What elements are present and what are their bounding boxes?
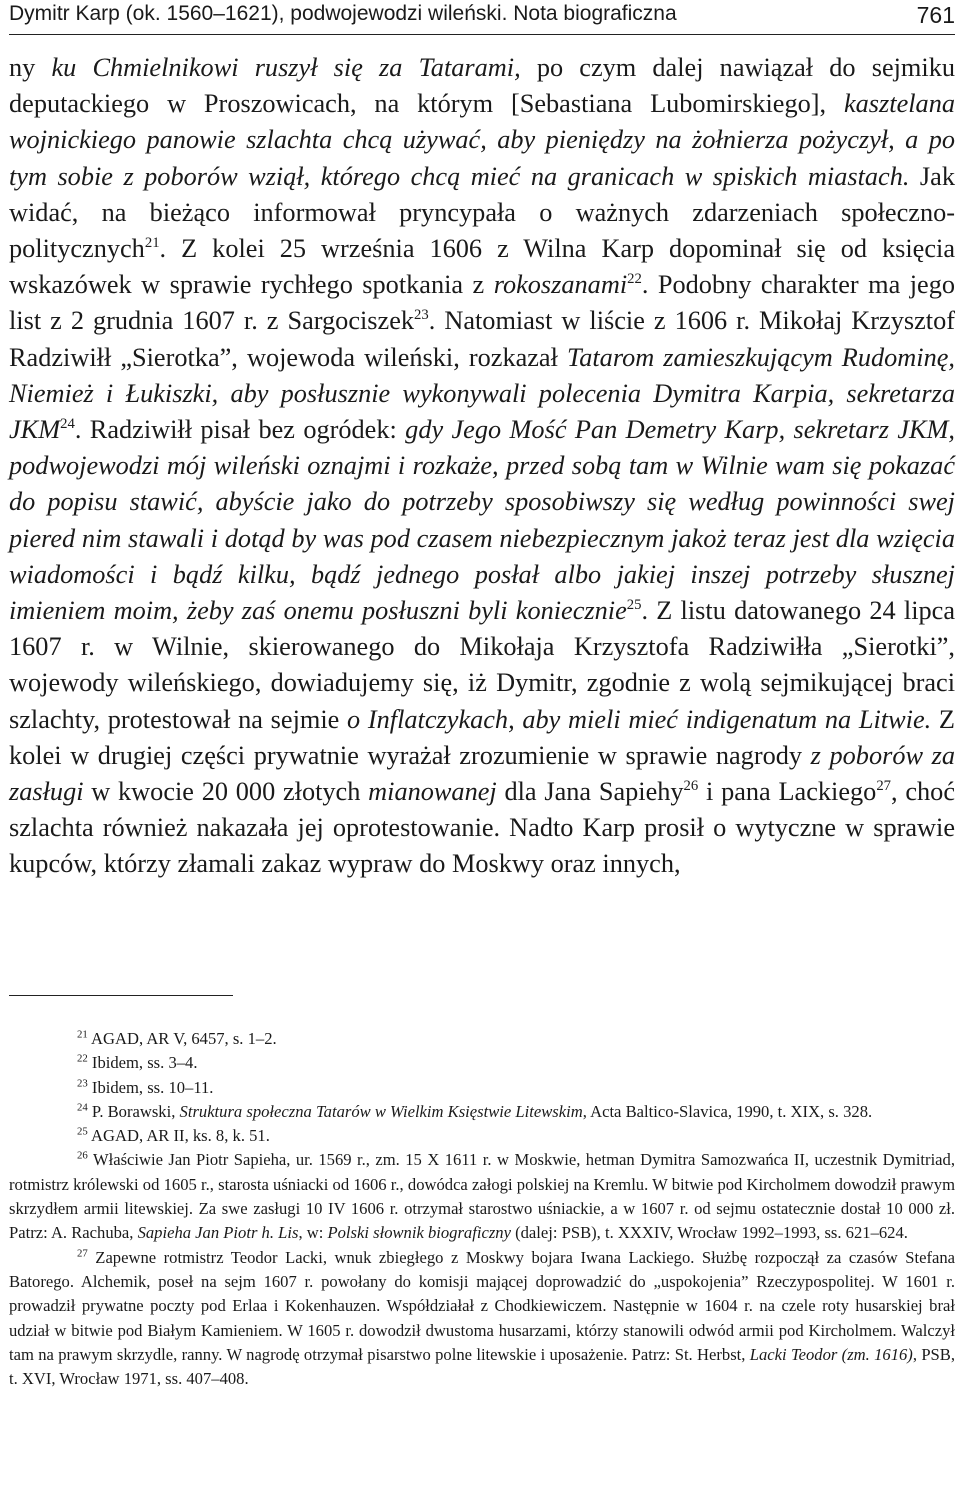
body-text-run: po czym dalej nawiązał do sejmiku deputackiego w Proszowicach, na którym [Sebastiana Lubomirskiego],: [9, 53, 955, 119]
footnote-text-run: Ibidem, ss. 10–11.: [87, 1077, 214, 1097]
footnote-footnote-ref: 22: [77, 1052, 88, 1065]
footnote-text-run: P. Borawski,: [87, 1101, 180, 1121]
body-text-run: , choć szlachta również nakazała jej oprotestowanie. Nadto Karp prosił o wytyczne w sprawie kupców, którzy złamali zakaz wypraw do Moskwy oraz innych,: [9, 777, 956, 879]
body-italic-run: Tatarom zamieszkującym Rudominę, Niemież i Łukiszki, aby posłusznie wykonywali polecenia Dymitra Karpia, sekretarza JKM: [9, 342, 955, 445]
footnote-text-run: Właściwie Jan Piotr Sapieha, ur. 1569 r., zm. 15 X 1611 r. w Moskwie, hetman Dymitra Samozwańca II, uczestnik Dymitriad, rotmistrz królewski od 1605 r., starosta uśniacki od 1606 r., dowódca załogi polskiej na Kremlu. W bitwie pod Kircholmem dowodził prawym skrzydłem armii litewskiej. Za swe zasługi 10 IV 1606 r. otrzymał starostwo uśniackie, a w 1607 r. od sejmu ostatecznie dostał 10 000 zł. Patrz: A. Rachuba,: [9, 1150, 955, 1243]
footnote-footnote-ref: 26: [77, 1149, 88, 1162]
body-footnote-ref: 21: [144, 235, 160, 252]
footnote-text-run: Zapewne rotmistrz Teodor Lacki, wnuk zbiegłego z Moskwy bojara Iwana Lackiego. Służbę rozpoczął za czasów Stefana Batorego. Alchemik, poseł na sejm 1607 r. powołany do komisji mającej doprowadzić do „uspokojenia” Rzeczypospolitej. W 1601 r. prowadził prywatne poczty pod Erlaa i Kokenhauzen. Współdziałał z Chodkiewiczem. Następnie w 1604 r. na czele roty husarskiej brał udział w bitwie pod Białym Kamieniem. W 1605 r. dowodził dwustoma husarzami, którzy stanowili odwód armii pod Kircholmem. Walczył tam na prawym skrzydle, ranny. W nagrodę otrzymał pisarstwo polne litewskie i uposażenie. Patrz: St. Herbst,: [9, 1247, 955, 1364]
footnote-text-run: Ibidem, ss. 3–4.: [87, 1053, 198, 1073]
footnote-separator: [9, 995, 233, 996]
body-text-run: dla Jana Sapiehy: [496, 777, 684, 807]
body-text-run: . Podobny charakter ma jego list z 2 grudnia 1607 r. z Sargociszek: [9, 270, 955, 336]
body-italic-run: mianowanej: [368, 777, 497, 807]
footnote-text-run: , Acta Baltico-Slavica, 1990, t. XIX, s. 328.: [582, 1101, 873, 1121]
footnote: [9, 1027, 955, 1051]
body-italic-run: o Inflatczykach, aby mieli mieć indigenatum na Litwie.: [347, 704, 932, 734]
body-text-run: . Z listu datowanego 24 lipca 1607 r. w Wilnie, skierowanego do Mikołaja Krzysztofa Radziwiłła „Sierotki”, wojewody wileńskiego, dowiadujemy się, iż Dymitr, zgodnie z wolą sejmikującej braci szlachty, protestował na sejmie: [9, 596, 955, 734]
footnote: [9, 1100, 955, 1124]
footnote-text-run: AGAD, AR II, ks. 8, k. 51.: [87, 1126, 270, 1146]
footnote-footnote-ref: 24: [77, 1101, 88, 1114]
body-footnote-ref: 26: [683, 778, 699, 795]
footnote-footnote-ref: 23: [77, 1077, 88, 1090]
book-page: [9, 0, 955, 1486]
footnotes-section: [9, 1027, 955, 1391]
body-text-run: Jak widać, na bieżąco informował pryncypała o ważnych zdarzeniach społeczno-politycznych: [9, 161, 955, 264]
body-italic-run: kasztelana wojnickiego panowie szlachta chcą używać, aby pieniędzy na żołnierza pożyczył, a po tym sobie z poborów wziął, którego chcą mieć na granicach w spiskich miastach.: [9, 89, 955, 191]
body-italic-run: rokoszanami: [493, 270, 628, 300]
footnote-text-run: (dalej: PSB), t. XXXIV, Wrocław 1992–1993, ss. 621–624.: [510, 1223, 908, 1243]
footnote-text-run: , w:: [298, 1223, 328, 1243]
body-italic-run: ku Chmielnikowi ruszył się za Tatarami,: [51, 53, 521, 82]
footnote-footnote-ref: 27: [77, 1247, 88, 1260]
footnote-italic-run: Sapieha Jan Piotr h. Lis: [137, 1223, 299, 1243]
footnote: [9, 1246, 955, 1392]
footnote: [9, 1148, 955, 1245]
body-footnote-ref: 22: [627, 271, 642, 288]
body-footnote-ref: 24: [60, 416, 75, 433]
footnote-italic-run: Polski słownik biograficzny: [327, 1223, 511, 1243]
body-italic-run: z poborów za zasługi: [9, 740, 956, 807]
body-footnote-ref: 27: [876, 778, 892, 795]
footnote-text-run: AGAD, AR V, 6457, s. 1–2.: [87, 1029, 277, 1048]
page-number: 761: [916, 2, 955, 28]
body-text-run: . Radziwiłł pisał bez ogródek:: [74, 415, 406, 445]
body-text-run: i pana Lackiego: [698, 777, 877, 807]
running-title: Dymitr Karp (ok. 1560–1621), podwojewodzi wileński. Nota biograficzna: [9, 2, 677, 25]
footnote-italic-run: Lacki Teodor (zm. 1616): [749, 1344, 913, 1364]
footnote: [9, 1051, 955, 1075]
body-footnote-ref: 25: [626, 597, 642, 614]
footnote-text-run: , PSB, t. XVI, Wrocław 1971, ss. 407–408.: [9, 1344, 955, 1389]
body-text-run: Z kolei w drugiej części prywatnie wyrażał zrozumienie w sprawie nagrody: [9, 704, 955, 770]
main-text: [9, 50, 955, 883]
footnote-footnote-ref: 21: [77, 1028, 88, 1041]
body-text-run: w kwocie 20 000 złotych: [83, 777, 369, 807]
body-text-run: . Natomiast w liście z 1606 r. Mikołaj Krzysztof Radziwiłł „Sierotka”, wojewoda wileński, rozkazał: [9, 306, 955, 372]
body-italic-run: gdy Jego Mość Pan Demetry Karp, sekretarz JKM, podwojewodzi mój wileński oznajmi i rozkaże, przed sobą tam w Wilnie wam się pokazać do popisu stawić, abyście jako do potrzeby sposobiwszy się według powinności swej piered nim stawali i dotąd by was pod czasem niebezpiecznym jakoż teraz jest dla wzięcia wiadomości i bądź kilku, bądź jednego posłał albo jakiej inszej potrzeby słusznej imieniem moim, żeby zaś onemu posłuszni byli koniecznie: [9, 415, 956, 626]
footnote: [9, 1124, 955, 1148]
body-text-run: . Z kolei 25 września 1606 z Wilna Karp dopominał się od księcia wskazówek w sprawie rychłego spotkania z: [9, 234, 955, 300]
running-header: [9, 0, 955, 35]
body-text-run: ny: [9, 53, 52, 82]
footnote: [9, 1076, 955, 1100]
body-footnote-ref: 23: [414, 307, 429, 324]
footnote-italic-run: Struktura społeczna Tatarów w Wielkim Księstwie Litewskim: [179, 1101, 583, 1121]
footnote-footnote-ref: 25: [77, 1125, 88, 1138]
